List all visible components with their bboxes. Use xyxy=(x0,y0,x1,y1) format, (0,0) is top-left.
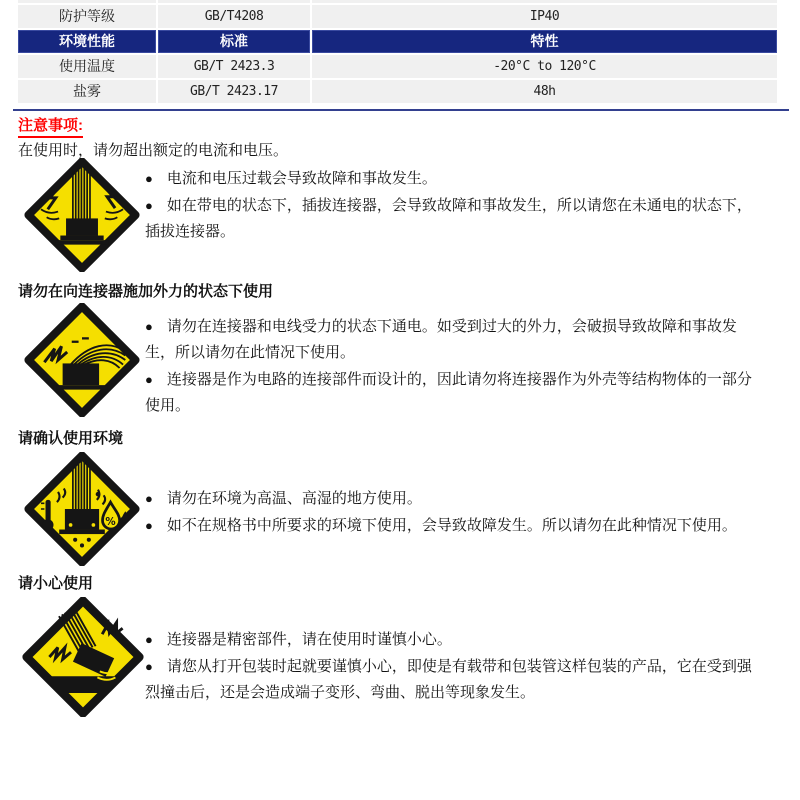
section-heading: 请勿在向连接器施加外力的状态下使用 xyxy=(18,283,274,300)
bullet-icon: ● xyxy=(145,491,153,506)
bullet-item: ● 请您从打开包装时起就要谨慎小心，即使是有载带和包装管这样包装的产品，它在受到强烈撞击后，还是会造成端子变形、弯曲、脱出等现象发生。 xyxy=(145,658,752,701)
warning-bullets xyxy=(145,314,753,420)
temperature-humidity-warning-icon xyxy=(22,452,142,566)
table-cell xyxy=(158,0,310,3)
table-cell-standard: GB/T 2423.3 xyxy=(158,55,310,78)
table-header-cell: 特性 xyxy=(312,30,777,53)
table-row xyxy=(18,55,777,78)
impact-drop-warning-icon xyxy=(20,597,146,717)
notice-intro: 在使用时，请勿超出额定的电流和电压。 xyxy=(18,142,289,159)
bullet-item: ● 如在带电的状态下，插拔连接器，会导致故障和事故发生，所以请您在未通电的状态下，插拔连接器。 xyxy=(145,197,752,240)
bullet-item: ● 连接器是作为电路的连接部件而设计的，因此请勿将连接器作为外壳等结构物体的一部分使用。 xyxy=(145,371,752,414)
bullet-icon: ● xyxy=(145,198,153,213)
warning-bullets xyxy=(145,166,753,246)
table-cell-value: 48h xyxy=(312,80,777,103)
notice-title: 注意事项: xyxy=(18,114,83,138)
table-header-row xyxy=(18,30,777,53)
bullet-icon: ● xyxy=(145,319,153,334)
table-cell-value: IP40 xyxy=(312,5,777,28)
electric-shock-warning-icon xyxy=(22,158,142,272)
warning-bullets xyxy=(145,486,753,540)
table-cell xyxy=(312,0,777,3)
bullet-icon: ● xyxy=(145,518,153,533)
svg-text:%: % xyxy=(105,515,116,528)
bullet-icon: ● xyxy=(145,659,153,674)
bullet-item: ● 请勿在连接器和电线受力的状态下通电。如受到过大的外力，会破损导致故障和事故发生，所以请勿在此情况下使用。 xyxy=(145,318,737,361)
table-header-cell: 环境性能 xyxy=(18,30,156,53)
table-cell-standard: GB/T 2423.17 xyxy=(158,80,310,103)
bullet-icon: ● xyxy=(145,632,153,647)
bullet-icon: ● xyxy=(145,171,153,186)
spec-table xyxy=(18,0,777,105)
table-cell xyxy=(18,0,156,3)
table-row xyxy=(18,5,777,28)
table-cell-standard: GB/T4208 xyxy=(158,5,310,28)
section-heading: 请小心使用 xyxy=(18,575,94,592)
table-cell-value: -20°C to 120°C xyxy=(312,55,777,78)
section-heading: 请确认使用环境 xyxy=(18,430,124,447)
external-force-warning-icon xyxy=(22,303,142,417)
bullet-item: ● 电流和电压过载会导致故障和事故发生。 xyxy=(145,170,437,187)
table-cell-label: 防护等级 xyxy=(18,5,156,28)
section-divider xyxy=(13,109,789,111)
warning-bullets xyxy=(145,627,753,707)
table-row xyxy=(18,80,777,103)
table-cell-label: 使用温度 xyxy=(18,55,156,78)
bullet-icon: ● xyxy=(145,372,153,387)
bullet-item: ● 如不在规格书中所要求的环境下使用，会导致故障发生。所以请勿在此种情况下使用。 xyxy=(145,517,737,534)
bullet-item: ● 请勿在环境为高温、高湿的地方使用。 xyxy=(145,490,422,507)
bullet-item: ● 连接器是精密部件，请在使用时谨慎小心。 xyxy=(145,631,452,648)
table-header-cell: 标准 xyxy=(158,30,310,53)
table-cell-label: 盐雾 xyxy=(18,80,156,103)
table-row-partial xyxy=(18,0,777,3)
